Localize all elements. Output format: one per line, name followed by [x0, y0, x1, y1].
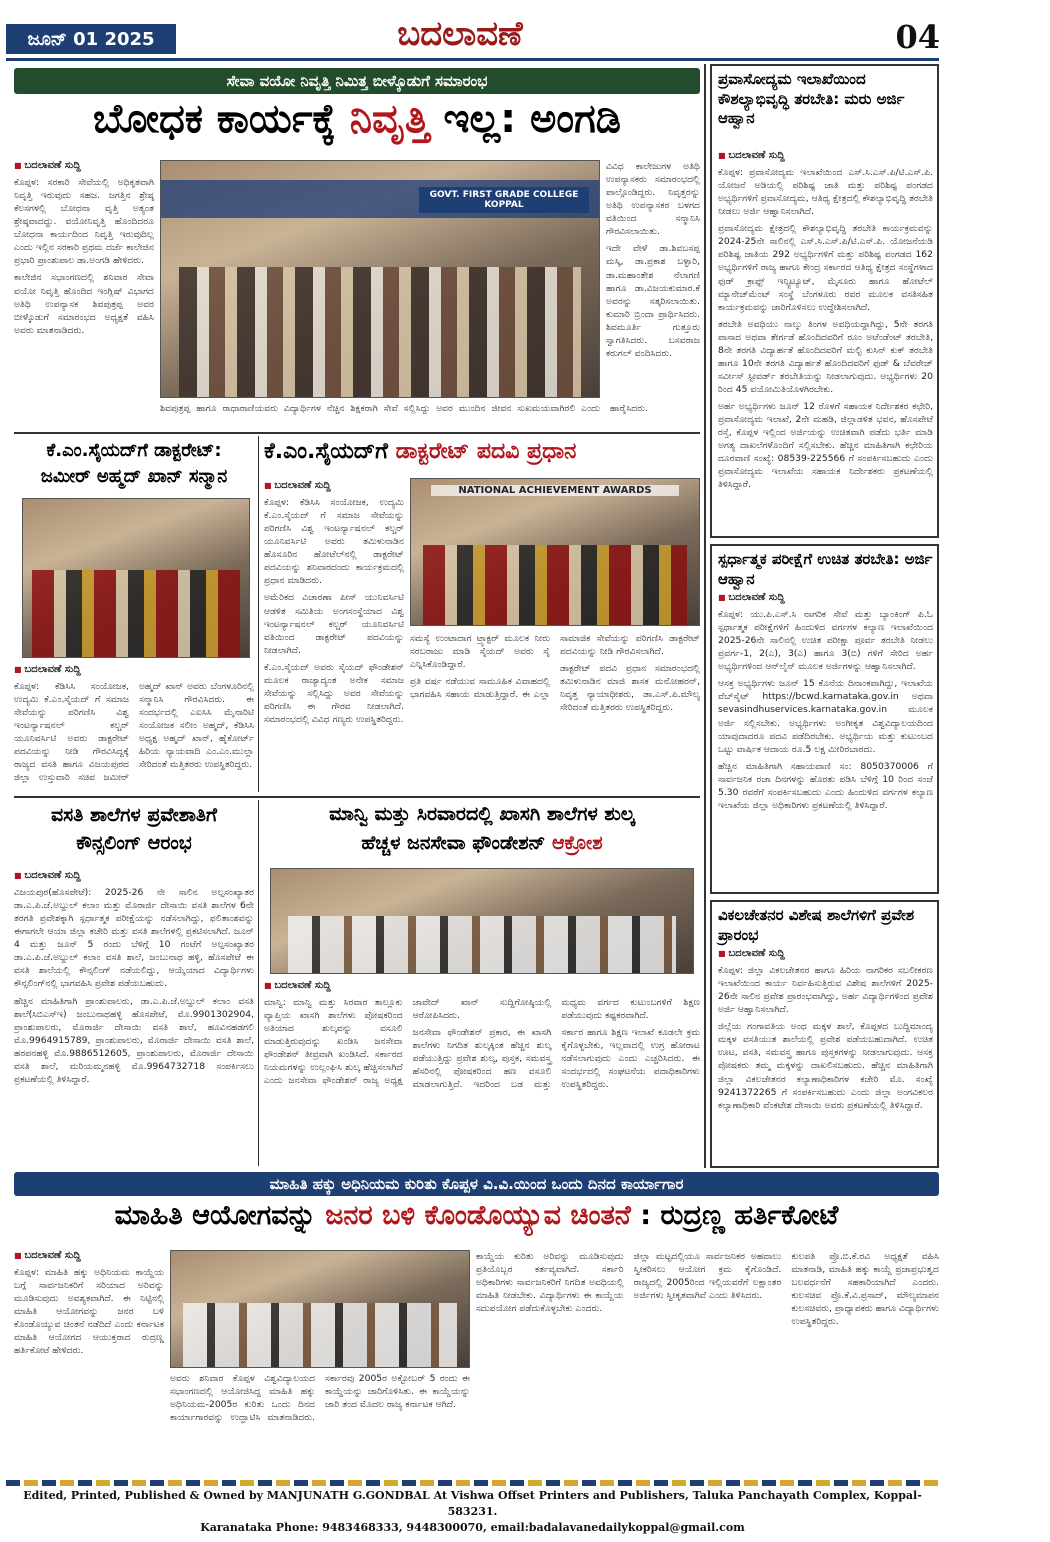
sidebar-story2: [710, 544, 939, 894]
story6-body-col1: ಕೊಪ್ಪಳ: ಮಾಹಿತಿ ಹಕ್ಕು ಅಧಿನಿಯಮ ಕಾಯ್ದೆಯ ಬಗ್ಗೆ ಸಾರ್ವಜನಿಕರಿಗೆ ಸರಿಯಾದ ಅರಿವನ್ನು ಮೂಡಿಸುವುದು ಅವಶ್ಯಕವಾಗಿದೆ. ಈ ನಿಟ್ಟಿನಲ್ಲಿ ಮಾಹಿತಿ ಆಯೋಗವನ್ನು ಜನರ ಬಳಿ ಕೊಂಡೊಯ್ಯುವ ಚಿಂತನೆ ನಡೆದಿದೆ ಎಂದು ಕರ್ನಾಟಕ ಮಾಹಿತಿ ಆಯೋಗದ ಆಯುಕ್ತರಾದ ರುದ್ರಣ್ಣ ಹರ್ತಿಕೋಟೆ ಹೇಳಿದರು.: [14, 1267, 164, 1357]
story3-body-col2: ಸಮಸ್ಯೆ ಉಂಟಾದಾಗ ಟ್ರ್ಯಾಕ್ಟರ್ ಮೂಲಕ ನೀರು ಸರಬರಾಜು ಮಾಡಿ ಸೈಯದ್ ಅವರು ಸೈ ಎನ್ನಿಸಿಕೊಂಡಿದ್ದಾರೆ. ಪ್ರತಿ ವರ್ಷ ನಡೆಯುವ ಸಾಮೂಹಿಕ ವಿವಾಹದಲ್ಲಿ ಭಾಗವಹಿಸಿ ಸಹಾಯ ಮಾಡುತ್ತಿದ್ದಾರೆ. ಈ ಎಲ್ಲಾ ಸಾಮಾಜಿಕ ಸೇವೆಯನ್ನು ಪರಿಗಣಿಸಿ ಡಾಕ್ಟರೇಟ್ ಪದವಿಯನ್ನು ನೀಡಿ ಗೌರವಿಸಲಾಗಿದೆ. ಡಾಕ್ಟರೇಟ್ ಪದವಿ ಪ್ರಧಾನ ಸಮಾರಂಭದಲ್ಲಿ ತಮಿಳುನಾಡಿನ ಮಾಜಿ ಶಾಸಕ ಮನೋಹರನ್, ನಿವೃತ್ತ ನ್ಯಾಯಾಧೀಶರು, ಡಾ.ಎಸ್.ಪಿ.ಮೌಲ್ಯ ಸೇರಿದಂತೆ ಮತ್ತಿತರರು ಉಪಸ್ಥಿತರಿದ್ದರು.: [410, 633, 700, 714]
sidebar-story1-body: ಕೊಪ್ಪಳ: ಪ್ರವಾಸೋದ್ಯಮ ಇಲಾಖೆಯಿಂದ ಎಸ್.ಸಿ.ಎಸ್.ಪಿ/ಟಿ.ಎಸ್.ಪಿ. ಯೋಜನೆ ಅಡಿಯಲ್ಲಿ ಪರಿಶಿಷ್ಟ ಜಾತಿ ಮತ್ತು ಪರಿಶಿಷ್ಟ ಪಂಗಡದ ಅಭ್ಯರ್ಥಿಗಳಿಗೆ ಪ್ರವಾಸೋದ್ಯಮ, ಆತಿಥ್ಯ ಕ್ಷೇತ್ರದಲ್ಲಿ ಕೌಶಲ್ಯಾಭಿವೃದ್ಧಿ ತರಬೇತಿ ನೀಡಲು ಅರ್ಜಿ ಆಹ್ವಾನಿಸಲಾಗಿದೆ. ಪ್ರವಾಸೋದ್ಯಮ ಕ್ಷೇತ್ರದಲ್ಲಿ ಕೌಶಲ್ಯಾಭಿವೃದ್ಧಿ ತರಬೇತಿ ಕಾರ್ಯಕ್ರಮವನ್ನು 2024-25ನೇ ಸಾಲಿನಲ್ಲಿ ಎಸ್.ಸಿ.ಎಸ್.ಪಿ/ಟಿ.ಎಸ್.ಪಿ. ಯೋಜನೆಯಡಿ ಪರಿಶಿಷ್ಟ ಜಾತಿಯ 292 ಅಭ್ಯರ್ಥಿಗಳಿಗೆ ಮತ್ತು ಪರಿಶಿಷ್ಟ ಪಂಗಡದ 162 ಅಭ್ಯರ್ಥಿಗಳಿಗೆ ರಾಜ್ಯ ಹಾಗೂ ಕೇಂದ್ರ ಸರ್ಕಾರದ ಆತಿಥ್ಯ ಕ್ಷೇತ್ರದ ಸಂಸ್ಥೆಗಳಾದ ಫುಡ್ ಕ್ರಾಫ್ಟ್ ಇನ್ಸ್ಟಿಟ್ಯೂಟ್, ಮೈಸೂರು ಹಾಗೂ ಹೋಟೆಲ್ ಮ್ಯಾನೇಜ್‌ಮೆಂಟ್ ಸಂಸ್ಥೆ ಬೆಂಗಳೂರು ರವರ ಮೂಲಕ ವಸತಿಸಹಿತ ಕಾರ್ಯಕ್ರಮವನ್ನು ಜಾರಿಗೊಳಿಸಲು ಉದ್ದೇಶಿಸಲಾಗಿದೆ. ತರಬೇತಿ ಅವಧಿಯು ನಾಲ್ಕು ತಿಂಗಳ ಅವಧಿಯದ್ದಾಗಿದ್ದು, 5ನೇ ತರಗತಿ ಪಾಸಾದ ಅಥವಾ ತೇರ್ಗಡೆ ಹೊಂದಿದವರಿಗೆ ರೂಂ ಅಟೆಂಡೆಂಟ್ ತರಬೇತಿ, 8ನೇ ತರಗತಿ ವಿದ್ಯಾರ್ಹತೆ ಹೊಂದಿದವರಿಗೆ ಮಲ್ಟಿ ಕುಸಿನ್ ಕುಕ್ ತರಬೇತಿ ಹಾಗೂ 10ನೇ ತರಗತಿ ವಿದ್ಯಾರ್ಹತೆ ಹೊಂದಿದವರಿಗೆ ಫುಡ್ & ಬೆವರೇಜ್ ಸರ್ವೀಸ್ ಸ್ಟೀವರ್ಡ್ ತರಬೇತಿಯನ್ನು ನೀಡಲಾಗುವುದು. ಅಭ್ಯರ್ಥಿಗಳು 20 ರಿಂದ 45 ವಯೋಮಿತಿಯೊಳಗಿರಬೇಕು. ಅರ್ಹ ಅಭ್ಯರ್ಥಿಗಳು ಜೂನ್ 12 ರೊಳಗೆ ಸಹಾಯಕ ನಿರ್ದೇಶಕರ ಕಛೇರಿ, ಪ್ರವಾಸೋದ್ಯಮ ಇಲಾಖೆ, 2ನೇ ಮಹಡಿ, ಜಿಲ್ಲಾಡಳಿತ ಭವನ, ಹೊಸಪೇಟೆ ರಸ್ತೆ, ಕೊಪ್ಪಳ ಇಲ್ಲಿಂದ ಅರ್ಜಿಯನ್ನು ಉಚಿತವಾಗಿ ಪಡೆದು ಭರ್ತಿ ಮಾಡಿ ಅಗತ್ಯ ದಾಖಲೆಗಳೊಂದಿಗೆ ಸಲ್ಲಿಸಬೇಕು. ಹೆಚ್ಚಿನ ಮಾಹಿತಿಗಾಗಿ ಕಛೇರಿಯ ದೂರವಾಣಿ ಸಂಖ್ಯೆ: 08539-225566 ಗೆ ಸಂಪರ್ಕಿಸಬಹುದು ಎಂದು ಪ್ರವಾಸೋದ್ಯಮ ಇಲಾಖೆಯ ಸಹಾಯಕ ನಿರ್ದೇಶಕರು ಪ್ರಕಟಣೆಯಲ್ಲಿ ತಿಳಿಸಿದ್ದಾರೆ.: [718, 167, 933, 491]
issue-date: ಜೂನ್ 01 2025: [6, 24, 176, 54]
imprint-line1: Edited, Printed, Published & Owned by MANJUNATH G.GONDBAL At Vishwa Offset Printers and Publishers, Taluka Panchayath Complex, Koppal-583231.: [23, 1489, 922, 1518]
sidebar-story2-title: ಸ್ಪರ್ಧಾತ್ಮಕ ಪರೀಕ್ಷೆಗೆ ಉಚಿತ ತರಬೇತಿ: ಅರ್ಜಿ ಆಹ್ವಾನ: [718, 550, 933, 588]
sidebar-story1: [710, 64, 939, 538]
sidebar-story1-title: ಪ್ರವಾಸೋದ್ಯಮ ಇಲಾಖೆಯಿಂದ ಕೌಶಲ್ಯಾಭಿವೃದ್ಧಿ ತರಬೇತಿ: ಮರು ಅರ್ಜಿ ಆಹ್ವಾನ: [718, 70, 905, 127]
sidebar-story3: [710, 900, 939, 1168]
imprint-line2: Karanataka Phone: 9483468333, 9448300070, email:badalavanedailykoppal@gmail.com: [200, 1520, 745, 1534]
story3-byline: ■ ಬದಲಾವಣೆ ಸುದ್ದಿ: [264, 480, 404, 494]
sidebar-story2-body: ಕೊಪ್ಪಳ: ಯು.ಪಿ.ಎಸ್.ಸಿ ನಾಗರಿಕ ಸೇವೆ ಮತ್ತು ಬ್ಯಾಂಕಿಂಗ್ ಪಿ.ಓ ಸ್ಪರ್ಧಾತ್ಮಕ ಪರೀಕ್ಷೆಗಳಿಗೆ ಹಿಂದುಳಿದ ವರ್ಗಗಳ ಕಲ್ಯಾಣ ಇಲಾಖೆಯಿಂದ 2025-26ನೇ ಸಾಲಿನಲ್ಲಿ ಉಚಿತ ಪರೀಕ್ಷಾ ಪೂರ್ವ ತರಬೇತಿ ನೀಡಲು ಪ್ರವರ್ಗ-1, 2(ಎ), 3(ಎ) ಹಾಗೂ 3(ಬಿ) ಗಳಿಗೆ ಸೇರಿದ ಅರ್ಹ ಅಭ್ಯರ್ಥಿಗಳಿಂದ ಆನ್‌ಲೈನ್ ಮೂಲಕ ಅರ್ಜಿಗಳನ್ನು ಆಹ್ವಾನಿಸಲಾಗಿದೆ. ಆಸಕ್ತ ಅಭ್ಯರ್ಥಿಗಳು ಜೂನ್ 15 ಕೊನೆಯ ದಿನಾಂಕವಾಗಿದ್ದು, ಇಲಾಖೆಯ ವೆಬ್‌ಸೈಟ್ https://bcwd.karnataka.gov.in ಅಥವಾ sevasindhuservices.karnataka.gov.in ಮೂಲಕ ಅರ್ಜಿ ಸಲ್ಲಿಸಬೇಕು. ಅಭ್ಯರ್ಥಿಗಳು ಅಂಗೀಕೃತ ವಿಶ್ವವಿದ್ಯಾಲಯದಿಂದ ಯಾವುದಾದರೂ ಪದವಿ ಪಡೆದಿರಬೇಕು. ಅಭ್ಯರ್ಥಿಯ ಮತ್ತು ಕುಟುಂಬದ ಒಟ್ಟು ವಾರ್ಷಿಕ ಆದಾಯ ರೂ.5 ಲಕ್ಷ ಮೀರಿರಬಾರದು. ಹೆಚ್ಚಿನ ಮಾಹಿತಿಗಾಗಿ ಸಹಾಯವಾಣಿ ಸಂ: 8050370006 ಗೆ ಸಾರ್ವಜನಿಕ ರಜಾ ದಿನಗಳನ್ನು ಹೊರತು ಪಡಿಸಿ ಬೆಳಿಗ್ಗೆ 10 ರಿಂದ ಸಂಜೆ 5.30 ರವರೆಗೆ ಸಂಪರ್ಕಿಸಬಹುದು ಎಂದು ಹಿಂದುಳಿದ ವರ್ಗಗಳ ಕಲ್ಯಾಣ ಇಲಾಖೆಯ ಜಿಲ್ಲಾ ಅಧಿಕಾರಿಗಳು ಪ್ರಕಟಣೆಯಲ್ಲಿ ತಿಳಿಸಿದ್ದಾರೆ.: [718, 609, 933, 811]
story6-byline: ■ ಬದಲಾವಣೆ ಸುದ್ದಿ: [14, 1250, 164, 1264]
story5-headline: ಮಾನ್ವಿ ಮತ್ತು ಸಿರವಾರದಲ್ಲಿ ಖಾಸಗಿ ಶಾಲೆಗಳ ಶುಲ್ಕ ಹೆಚ್ಚಳ ಜನಸೇವಾ ಫೌಂಡೇಶನ್ ಆಕ್ರೋಶ: [329, 803, 635, 855]
story6-headline: ಮಾಹಿತಿ ಆಯೋಗವನ್ನು ಜನರ ಬಳಿ ಕೊಂಡೊಯ್ಯುವ ಚಿಂತನೆ : ರುದ್ರಣ್ಣ ಹರ್ತಿಕೋಟೆ: [114, 1200, 839, 1231]
story4-headline: ವಸತಿ ಶಾಲೆಗಳ ಪ್ರವೇಶಾತಿಗೆ ಕೌನ್ಸಲಿಂಗ್ ಆರಂಭ: [50, 804, 218, 854]
divider: [258, 436, 259, 792]
story2-headline: ಕೆ.ಎಂ.ಸೈಯದ್‌ಗೆ ಡಾಕ್ಟರೇಟ್: ಜಮೀರ್ ಅಹ್ಮದ್ ಖಾನ್ ಸನ್ಮಾನ: [40, 440, 228, 488]
story1-photo-banner-text: GOVT. FIRST GRADE COLLEGE KOPPAL: [419, 187, 589, 213]
sidebar-story3-body: ಕೊಪ್ಪಳ: ಜಿಲ್ಲಾ ವಿಕಲಚೇತನರ ಹಾಗೂ ಹಿರಿಯ ನಾಗರಿಕರ ಸಬಲೀಕರಣ ಇಲಾಖೆಯಿಂದ ಕಾರ್ಯ ನಿರ್ವಹಿಸುತ್ತಿರುವ ವಿಶೇಷ ಶಾಲೆಗಳಿಗೆ 2025-26ನೇ ಸಾಲಿನ ಪ್ರವೇಶ ಪ್ರಾರಂಭವಾಗಿದ್ದು, ಅರ್ಹ ವಿದ್ಯಾರ್ಥಿಗಳಿಂದ ಪ್ರವೇಶ ಅರ್ಜಿ ಆಹ್ವಾನಿಸಲಾಗಿದೆ. ಜಿಲ್ಲೆಯ ಗಂಗಾವತಿಯ ಅಂಧ ಮಕ್ಕಳ ಶಾಲೆ, ಕೊಪ್ಪಳದ ಬುದ್ಧಿಮಾಂದ್ಯ ಮಕ್ಕಳ ವಸತಿಯುತ ಶಾಲೆಯಲ್ಲಿ ಪ್ರವೇಶ ಪಡೆಯಬಹುದಾಗಿದೆ. ಉಚಿತ ಊಟ, ವಸತಿ, ಸಮವಸ್ತ್ರ ಹಾಗೂ ಪುಸ್ತಕಗಳನ್ನು ನೀಡಲಾಗುವುದು. ಆಸಕ್ತ ಪೋಷಕರು ತಮ್ಮ ಮಕ್ಕಳನ್ನು ದಾಖಲಿಸಬಹುದು. ಹೆಚ್ಚಿನ ಮಾಹಿತಿಗಾಗಿ ಜಿಲ್ಲಾ ವಿಕಲಚೇತನರ ಕಲ್ಯಾಣಾಧಿಕಾರಿಗಳ ಕಚೇರಿ ಮೊ. ಸಂಖ್ಯೆ 9241372265 ಗೆ ಸಂಪರ್ಕಿಸಬಹುದು ಎಂದು ಜಿಲ್ಲಾ ಅಂಗವಿಕಲರ ಕಲ್ಯಾಣಾಧಿಕಾರಿ ವೆಂಕಟೇಶ ದೇಸಾಯಿ ಅವರು ಪ್ರಕಟಣೆಯಲ್ಲಿ ತಿಳಿಸಿದ್ದಾರೆ.: [718, 965, 933, 1111]
story6-photo: [170, 1250, 470, 1368]
story1-body-under-photo: ಶಿವಪುತ್ರಪ್ಪ ಹಾಗೂ ರಾಧಾರಾಣಿಯವರು ವಿದ್ಯಾರ್ಥಿಗಳ ನೆಚ್ಚಿನ ಶಿಕ್ಷಕರಾಗಿ ಸೇವೆ ಸಲ್ಲಿಸಿದ್ದು ಅವರ ಮುಂದಿನ ಜೀವನ ಸುಖಮಯವಾಗಿರಲಿ ಎಂದು ಹಾರೈಸಿದರು.: [160, 403, 648, 414]
story2-photo: [22, 498, 250, 658]
story1-body-col1: ಕೊಪ್ಪಳ: ಸರಕಾರಿ ಸೇವೆಯಲ್ಲಿ ಅಧಿಕೃತವಾಗಿ ನಿವೃತ್ತಿ ಇರುವುದು ಸಹಜ. ಜಗತ್ತಿನ ಶ್ರೇಷ್ಠ ಕೆಲಸಗಳಲ್ಲಿ ಬೋಧನಾ ವೃತ್ತಿ ಅತ್ಯಂತ ಶ್ರೇಷ್ಠವಾದದ್ದು. ವಯೋನಿವೃತ್ತಿ ಹೊಂದಿದರೂ ಬೋಧನಾ ಕಾರ್ಯದಿಂದ ನಿವೃತ್ತಿ ಇರುವುದಿಲ್ಲ ಎಂದು ಇಲ್ಲಿನ ಸರಕಾರಿ ಪ್ರಥಮ ದರ್ಜೆ ಕಾಲೇಜಿನ ಪ್ರಭಾರಿ ಪ್ರಾಂಶುಪಾಲ ಡಾ.ಅಂಗಡಿ ಹೇಳಿದರು. ಕಾಲೇಜಿನ ಸಭಾಂಗಣದಲ್ಲಿ ಶನಿವಾರ ಸೇವಾ ವಯೋ ನಿವೃತ್ತಿ ಹೊಂದಿದ ಇಂಗ್ಲಿಷ್ ವಿಭಾಗದ ಅತಿಥಿ ಉಪನ್ಯಾಸಕ ಶಿವಪುತ್ರಪ್ಪ ಅವರ ಬೀಳ್ಕೊಡುಗೆ ಸಮಾರಂಭದ ಅಧ್ಯಕ್ಷತೆ ವಹಿಸಿ ಅವರು ಮಾತನಾಡಿದರು.: [14, 177, 154, 336]
story3-body-col1: ಕೊಪ್ಪಳ: ಕೆಡಿಸಿಸಿ ಸಂಯೋಜಕ, ಉದ್ಯಮಿ ಕೆ.ಎಂ.ಸೈಯದ್ ಗೆ ಸಮಾಜ ಸೇವೆಯನ್ನು ಪರಿಗಣಿಸಿ ವಿಶ್ವ ಇಂಟರ್ನ್ಯಾಷನಲ್ ಕಲ್ಚರ್ ಯೂನಿವರ್ಸಿಟಿ ಅವರು ತಮಿಳುನಾಡಿನ ಹೊಸೂರಿನ ಹೋಟೆಲ್‌ನಲ್ಲಿ ಡಾಕ್ಟರೇಟ್ ಪದವಿಯನ್ನು ಶನಿವಾರದಂದು ಕಾರ್ಯಕ್ರಮದಲ್ಲಿ ಪ್ರಧಾನ ಮಾಡಿದರು. ಅಮೆರಿಕದ ವಿಚಾರಣಾ ಪೀಸ್ ಯುನಿವರ್ಸಿಟಿ ಆಡಳಿತ ಸಮಿತಿಯ ಅಂಗಸಂಸ್ಥೆಯಾದ ವಿಶ್ವ ಇಂಟರ್ನ್ಯಾಷನಲ್ ಕಲ್ಚರ್ ಯೂನಿವರ್ಸಿಟಿ ವತಿಯಿಂದ ಡಾಕ್ಟರೇಟ್ ಪದವಿಯನ್ನು ನೀಡಲಾಗಿದೆ. ಕೆ.ಎಂ.ಸೈಯದ್ ಅವರು ಸೈಯದ್ ಫೌಂಡೇಶನ್ ಮೂಲಕ ರಾಜ್ಯಾದ್ಯಂತ ಅನೇಕ ಸಮಾಜ ಸೇವೆಯನ್ನು ಸಲ್ಲಿಸಿದ್ದು ಅವರ ಸೇವೆಯನ್ನು ಪರಿಗಣಿಸಿ ಈ ಗೌರವ ನೀಡಲಾಗಿದೆ. ಸಮಾರಂಭದಲ್ಲಿ ವಿವಿಧ ಗಣ್ಯರು ಉಪಸ್ಥಿತರಿದ್ದರು.: [264, 497, 404, 725]
divider: [258, 800, 259, 1166]
story2-body: ಕೊಪ್ಪಳ: ಕೆಡಿಸಿಸಿ ಸಂಯೋಜಕ, ಉದ್ಯಮಿ ಕೆ.ಎಂ.ಸೈಯದ್ ಗೆ ಸಮಾಜ ಸೇವೆಯನ್ನು ಪರಿಗಣಿಸಿ ವಿಶ್ವ ಇಂಟರ್ನ್ಯಾಷನಲ್ ಕಲ್ಚರ್ ಯೂನಿವರ್ಸಿಟಿ ಅವರು ಡಾಕ್ಟರೇಟ್ ಪದವಿಯನ್ನು ನೀಡಿ ಗೌರವಿಸಿದ್ದಕ್ಕೆ ರಾಜ್ಯದ ವಸತಿ ಹಾಗೂ ವಿಜಯಪುರದ ಜಿಲ್ಲಾ ಉಸ್ತುವಾರಿ ಸಚಿವ ಜಮೀರ್ ಅಹ್ಮದ್ ಖಾನ್ ಅವರು ಬೆಂಗಳೂರಿನಲ್ಲಿ ಸನ್ಮಾನಿಸಿ ಗೌರವಿಸಿದರು. ಈ ಸಂದರ್ಭದಲ್ಲಿ ಎಐಸಿಸಿ ಮೈನಾರಿಟಿ ಸಂಯೋಜಕ ಸಲೀಂ ಅಹ್ಮದ್, ಕೆಡಿಸಿಸಿ ಅಧ್ಯಕ್ಷ ಅಹ್ಮದ್ ಖಾನ್, ಹೈಕೋರ್ಟ್ ಹಿರಿಯ ನ್ಯಾಯವಾದಿ ಎಂ.ಎಂ.ಮುಲ್ಲಾ ಸೇರಿದಂತೆ ಮತ್ತಿತರರು ಉಪಸ್ಥಿತರಿದ್ದರು.: [14, 681, 254, 784]
story5-body: ಮಾನ್ವಿ: ಮಾನ್ವಿ ಮತ್ತು ಸಿರವಾರ ತಾಲ್ಲೂಕು ವ್ಯಾಪ್ತಿಯ ಖಾಸಗಿ ಶಾಲೆಗಳು ಪೋಷಕರಿಂದ ಅತಿಯಾದ ಶುಲ್ಕವನ್ನು ವಸೂಲಿ ಮಾಡುತ್ತಿರುವುದನ್ನು ಖಂಡಿಸಿ ಜನಸೇವಾ ಫೌಂಡೇಶನ್ ತೀವ್ರವಾಗಿ ಖಂಡಿಸಿದೆ. ಸರ್ಕಾರದ ನಿಯಮಗಳನ್ನು ಉಲ್ಲಂಘಿಸಿ ಶುಲ್ಕ ಹೆಚ್ಚಿಸಲಾಗಿದೆ ಎಂದು ಜನಸೇವಾ ಫೌಂಡೇಶನ್ ರಾಜ್ಯ ಅಧ್ಯಕ್ಷ ಜಾವೇದ್ ಖಾನ್ ಸುದ್ದಿಗೋಷ್ಠಿಯಲ್ಲಿ ಆರೋಪಿಸಿದರು. ಜನಸೇವಾ ಫೌಂಡೇಶನ್ ಪ್ರಕಾರ, ಈ ಖಾಸಗಿ ಶಾಲೆಗಳು ನಿಗದಿತ ಶುಲ್ಕಕ್ಕಿಂತ ಹೆಚ್ಚಿನ ಶುಲ್ಕ ಪಡೆಯುತ್ತಿದ್ದು ಪ್ರವೇಶ ಶುಲ್ಕ, ಪುಸ್ತಕ, ಸಮವಸ್ತ್ರ ಹೆಸರಿನಲ್ಲಿ ಪೋಷಕರಿಂದ ಹಣ ವಸೂಲಿ ಮಾಡಲಾಗುತ್ತಿದೆ. ಇದರಿಂದ ಬಡ ಮತ್ತು ಮಧ್ಯಮ ವರ್ಗದ ಕುಟುಂಬಗಳಿಗೆ ಶಿಕ್ಷಣ ಪಡೆಯುವುದು ಕಷ್ಟಕರವಾಗಿದೆ. ಸರ್ಕಾರ ಹಾಗೂ ಶಿಕ್ಷಣ ಇಲಾಖೆ ಕೂಡಲೇ ಕ್ರಮ ಕೈಗೊಳ್ಳಬೇಕು, ಇಲ್ಲವಾದಲ್ಲಿ ಉಗ್ರ ಹೋರಾಟ ನಡೆಸಲಾಗುವುದು ಎಂದು ಎಚ್ಚರಿಸಿದರು. ಈ ಸಂದರ್ಭದಲ್ಲಿ ಸಂಘಟನೆಯ ಪದಾಧಿಕಾರಿಗಳು ಉಪಸ್ಥಿತರಿದ್ದರು.: [264, 997, 700, 1091]
story1-kicker: ಸೇವಾ ವಯೋ ನಿವೃತ್ತಿ ನಿಮಿತ್ತ ಬೀಳ್ಕೊಡುಗೆ ಸಮಾರಂಭ: [14, 68, 700, 94]
sidebar-story1-byline: ■ ಬದಲಾವಣೆ ಸುದ್ದಿ: [718, 150, 933, 161]
footer-rule: [6, 1480, 939, 1486]
sidebar-story2-byline: ■ ಬದಲಾವಣೆ ಸುದ್ದಿ: [718, 592, 933, 603]
story5-byline: ■ ಬದಲಾವಣೆ ಸುದ್ದಿ: [264, 980, 404, 994]
newspaper-title: ಬದಲಾವಣೆ: [397, 14, 523, 54]
sidebar-story3-byline: ■ ಬದಲಾವಣೆ ಸುದ್ದಿ: [718, 948, 933, 959]
story2-byline: ■ ಬದಲಾವಣೆ ಸುದ್ದಿ: [14, 664, 254, 678]
story4-byline: ■ ಬದಲಾವಣೆ ಸುದ್ದಿ: [14, 870, 254, 884]
story3-photo: [410, 478, 700, 626]
story4-body: ವಿಜಯಪುರ(ಹೊಸಪೇಟೆ): 2025-26 ನೇ ಸಾಲಿನ ಅಲ್ಪಸಂಖ್ಯಾತರ ಡಾ.ಎ.ಪಿ.ಜೆ.ಅಬ್ದುಲ್ ಕಲಾಂ ಮತ್ತು ಮೊರಾರ್ಜಿ ದೇಸಾಯಿ ವಸತಿ ಶಾಲೆಗಳ 6ನೇ ತರಗತಿ ಪ್ರವೇಶಕ್ಕಾಗಿ ಸ್ಪರ್ಧಾತ್ಮಕ ಪರೀಕ್ಷೆಯನ್ನು ನಡೆಸಲಾಗಿದ್ದು, ಫಲಿತಾಂಶವನ್ನು ಈಗಾಗಲೇ ಆಯಾ ಜಿಲ್ಲಾ ಕಚೇರಿ ಮತ್ತು ವಸತಿ ಶಾಲೆಗಳಲ್ಲಿ ಪ್ರಕಟಿಸಲಾಗಿದೆ. ಜೂನ್ 4 ಮತ್ತು ಜೂನ್ 5 ರಂದು ಬೆಳಿಗ್ಗೆ 10 ಗಂಟೆಗೆ ಅಲ್ಪಸಂಖ್ಯಾತರ ಡಾ.ಎ.ಪಿ.ಜೆ.ಅಬ್ದುಲ್ ಕಲಾಂ ವಸತಿ ಶಾಲೆ, ಜಂಬುನಾಥ ಹಳ್ಳಿ, ಹೊಸಪೇಟೆ ಈ ವಸತಿ ಶಾಲೆಯಲ್ಲಿ ಕೌನ್ಸಲಿಂಗ್ ನಡೆಯಲಿದ್ದು, ಆಯ್ಕೆಯಾದ ವಿದ್ಯಾರ್ಥಿಗಳು ಕೌನ್ಸಲಿಂಗ್‌ನಲ್ಲಿ ಭಾಗವಹಿಸಿ ಪ್ರವೇಶ ಪಡೆಯಬಹುದು. ಹೆಚ್ಚಿನ ಮಾಹಿತಿಗಾಗಿ ಪ್ರಾಂಶುಪಾಲರು, ಡಾ.ಎ.ಪಿ.ಜೆ.ಅಬ್ದುಲ್ ಕಲಾಂ ವಸತಿ ಶಾಲೆ(ಸಿಬಿಎಸ್‌ಇ) ಜಂಬುನಾಥಹಳ್ಳಿ ಹೊಸಪೇಟೆ, ಮೊ.9901302904, ಪ್ರಾಂಶುಪಾಲರು, ಮೊರಾರ್ಜಿ ದೇಸಾಯಿ ವಸತಿ ಶಾಲೆ, ಹೂವಿನಹಡಗಲಿ ಮೊ.9964915789, ಪ್ರಾಂಶುಪಾಲರು, ಮೊರಾರ್ಜಿ ದೇಸಾಯಿ ವಸತಿ ಶಾಲೆ, ಹರಪನಹಳ್ಳಿ ಮೊ.9886512605, ಪ್ರಾಂಶುಪಾಲರು, ಮೊರಾರ್ಜಿ ದೇಸಾಯಿ ವಸತಿ ಶಾಲೆ, ಮರಿಯಮ್ಮನಹಳ್ಳಿ ಮೊ.9964732718 ಸಂಪರ್ಕಿಸಲು ಪ್ರಕಟಣೆಯಲ್ಲಿ ತಿಳಿಸಿದ್ದಾರೆ.: [14, 887, 254, 1085]
story3-headline: ಕೆ.ಎಂ.ಸೈಯದ್‌ಗೆ ಡಾಕ್ಟರೇಟ್ ಪದವಿ ಪ್ರಧಾನ: [264, 439, 577, 464]
story6-kicker: ಮಾಹಿತಿ ಹಕ್ಕು ಅಧಿನಿಯಮ ಕುರಿತು ಕೊಪ್ಪಳ ವಿ.ವಿ.ಯಿಂದ ಒಂದು ದಿನದ ಕಾರ್ಯಾಗಾರ: [14, 1172, 939, 1196]
story1-byline: ■ ಬದಲಾವಣೆ ಸುದ್ದಿ: [14, 160, 154, 174]
page-number: 04: [895, 18, 940, 56]
story6-body-under-photo: ಅವರು ಶನಿವಾರ ಕೊಪ್ಪಳ ವಿಶ್ವವಿದ್ಯಾಲಯದ ಸಭಾಂಗಣದಲ್ಲಿ ಆಯೋಜಿಸಿದ್ದ ಮಾಹಿತಿ ಹಕ್ಕು ಅಧಿನಿಯಮ-2005ರ ಕುರಿತು ಒಂದು ದಿನದ ಕಾರ್ಯಾಗಾರವನ್ನು ಉದ್ಘಾಟಿಸಿ ಮಾತನಾಡಿದರು. ಸರ್ಕಾರವು 2005ರ ಅಕ್ಟೋಬರ್ 5 ರಂದು ಈ ಕಾಯ್ದೆಯನ್ನು ಜಾರಿಗೊಳಿಸಿತು. ಈ ಕಾಯ್ದೆಯನ್ನು ಜಾರಿ ತಂದ ಮೊದಲ ರಾಜ್ಯ ಕರ್ನಾಟಕ ಆಗಿದೆ.: [170, 1373, 470, 1424]
story1-body-col-right: ವಿವಿಧ ಕಾಲೇಜುಗಳ ಅತಿಥಿ ಉಪನ್ಯಾಸಕರು ಸಮಾರಂಭದಲ್ಲಿ ಪಾಲ್ಗೊಂಡಿದ್ದರು. ನಿವೃತ್ತರನ್ನು ಅತಿಥಿ ಉಪನ್ಯಾಸಕರ ಬಳಗದ ವತಿಯಿಂದ ಸನ್ಮಾನಿಸಿ ಗೌರವಿಸಲಾಯಿತು. ಇದೇ ವೇಳೆ ಡಾ.ಶಿವಬಸಪ್ಪ ಮಸ್ಕಿ, ಡಾ.ಪ್ರಕಾಶ ಬಳ್ಳಾರಿ, ಡಾ.ಮಹಾಂತೇಶ ನೆಲಾಗಣಿ ಹಾಗೂ ಡಾ.ವಿಜಯಕುಮಾರ.ಕೆ ಅವರನ್ನು ಸತ್ಕರಿಸಲಾಯಿತು. ಕುಮಾರಿ ಬ್ರಿಂದಾ ಪ್ರಾರ್ಥಿಸಿದರು. ಶಿವಮೂರ್ತಿ ಗುತ್ತೂರು ಸ್ವಾಗತಿಸಿದರು. ಬಸವರಾಜ ಕರುಗಲ್ ವಂದಿಸಿದರು.: [606, 161, 700, 359]
imprint-footer: [6, 1488, 939, 1538]
divider: [14, 432, 700, 434]
column-divider: [704, 64, 706, 1168]
divider: [14, 796, 700, 798]
story6-body-right: ಕಾಯ್ದೆಯ ಕುರಿತು ಅರಿವನ್ನು ಮೂಡಿಸುವುದು ಪ್ರತಿಯೊಬ್ಬರ ಕರ್ತವ್ಯವಾಗಿದೆ. ಸರ್ಕಾರಿ ಅಧಿಕಾರಿಗಳು ಸಾರ್ವಜನಿಕರಿಗೆ ನಿಗದಿತ ಅವಧಿಯಲ್ಲಿ ಮಾಹಿತಿ ನೀಡಬೇಕು. ವಿದ್ಯಾರ್ಥಿಗಳು ಈ ಕಾಯ್ದೆಯ ಸದುಪಯೋಗ ಪಡೆದುಕೊಳ್ಳಬೇಕು ಎಂದರು. ಜಿಲ್ಲಾ ಮಟ್ಟದಲ್ಲಿಯೂ ಸಾರ್ವಜನಿಕರ ಅಹವಾಲು ಸ್ವೀಕರಿಸಲು ಆಯೋಗ ಕ್ರಮ ಕೈಗೊಂಡಿದೆ. ರಾಜ್ಯದಲ್ಲಿ 2005ರಿಂದ ಇಲ್ಲಿಯವರೆಗೆ ಲಕ್ಷಾಂತರ ಅರ್ಜಿಗಳು ಸ್ವೀಕೃತವಾಗಿವೆ ಎಂದು ತಿಳಿಸಿದರು. ಕುಲಪತಿ ಪ್ರೊ.ಬಿ.ಕೆ.ರವಿ ಅಧ್ಯಕ್ಷತೆ ವಹಿಸಿ ಮಾತನಾಡಿ, ಮಾಹಿತಿ ಹಕ್ಕು ಕಾಯ್ದೆ ಪ್ರಜಾಪ್ರಭುತ್ವದ ಬಲವರ್ಧನೆಗೆ ಸಹಕಾರಿಯಾಗಿದೆ ಎಂದರು. ಕುಲಸಚಿವ ಪ್ರೊ.ಕೆ.ವಿ.ಪ್ರಸಾದ್, ಮೌಲ್ಯಮಾಪನ ಕುಲಸಚಿವರು, ಪ್ರಾಧ್ಯಾಪಕರು ಹಾಗೂ ವಿದ್ಯಾರ್ಥಿಗಳು ಉಪಸ್ಥಿತರಿದ್ದರು.: [476, 1251, 939, 1328]
story1-photo: [160, 160, 600, 398]
sidebar-story3-title: ವಿಕಲಚೇತನರ ವಿಶೇಷ ಶಾಲೆಗಳಿಗೆ ಪ್ರವೇಶ ಪ್ರಾರಂಭ: [718, 906, 915, 944]
story1-headline: ಬೋಧಕ ಕಾರ್ಯಕ್ಕೆ ನಿವೃತ್ತಿ ಇಲ್ಲ: ಅಂಗಡಿ: [93, 96, 621, 142]
story5-photo: [270, 868, 694, 974]
story3-photo-banner-text: NATIONAL ACHIEVEMENT AWARDS: [431, 485, 679, 496]
masthead-rule: [6, 58, 939, 61]
